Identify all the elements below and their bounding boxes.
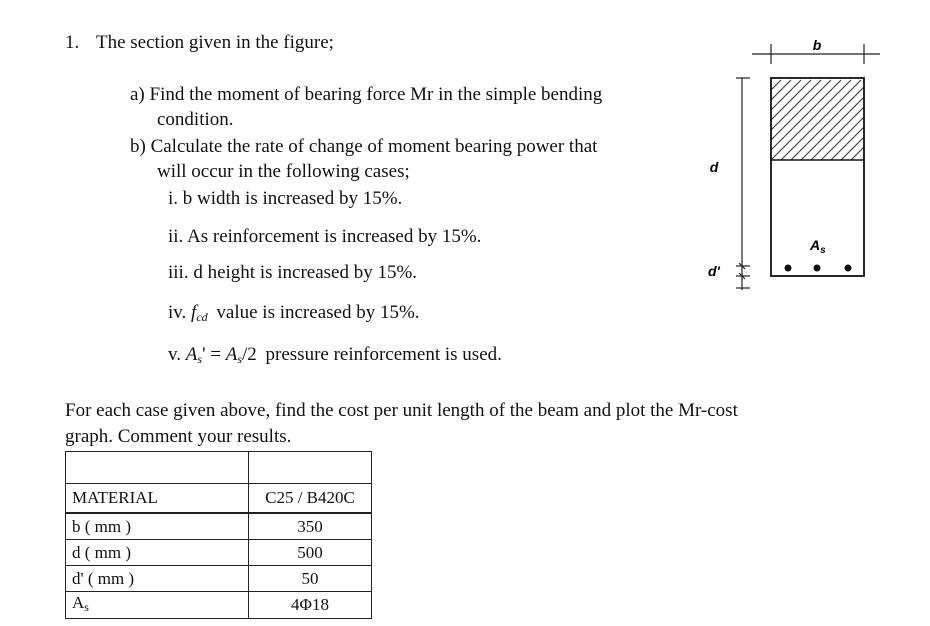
part-b-line1	[130, 136, 597, 158]
label-b: b	[812, 37, 822, 53]
part-a-label: a)	[130, 84, 145, 105]
table-blank-row	[66, 452, 372, 484]
case-v-formula-lhs: A	[185, 344, 198, 365]
label-As: $A_s$	[810, 237, 826, 256]
row-as-name-sub: s	[84, 600, 89, 614]
rebar-3	[845, 265, 852, 272]
case-v-formula-eq: ' =	[202, 344, 226, 365]
case-ii: ii. As reinforcement is increased by 15%.	[168, 226, 482, 247]
question-number: 1.	[65, 32, 80, 53]
row-as-value: 4Φ18	[249, 592, 372, 619]
table-row	[66, 566, 372, 592]
instructions-line2: graph. Comment your results.	[65, 426, 292, 447]
case-iii: iii. d height is increased by 15%.	[168, 262, 418, 283]
part-a-line1	[130, 84, 602, 106]
case-v-formula-lhs-sub: s	[197, 352, 203, 366]
case-v-formula-div: /2	[241, 344, 257, 365]
case-v-prefix: v.	[168, 344, 182, 365]
beam-section-figure	[690, 30, 890, 300]
rebar-1	[785, 265, 792, 272]
table-row	[66, 513, 372, 540]
row-dprime-value: 50	[249, 566, 372, 592]
case-v-formula-rhs: A	[225, 344, 238, 365]
question-title: The section given in the figure;	[96, 32, 334, 53]
case-v-formula-rhs-sub: s	[237, 352, 242, 366]
label-d-prime: d'	[708, 263, 720, 279]
case-iv-text: value is increased by 15%.	[216, 302, 420, 323]
header-material: MATERIAL	[66, 484, 249, 514]
d-dimension	[736, 78, 750, 290]
case-iv-symbol-sub: cd	[196, 310, 208, 324]
instructions-line1: For each case given above, find the cost per unit length of the beam and plot the Mr-cost	[65, 400, 738, 421]
row-d-value: 500	[249, 540, 372, 566]
row-b-name: b ( mm )	[66, 513, 249, 540]
row-as-name	[66, 592, 249, 619]
part-a-text: Find the moment of bearing force Mr in the simple bending	[149, 84, 603, 105]
row-b-value: 350	[249, 513, 372, 540]
row-d-name: d ( mm )	[66, 540, 249, 566]
case-i: i. b width is increased by 15%.	[168, 188, 403, 209]
case-v	[168, 344, 502, 367]
question-heading	[65, 32, 334, 54]
part-b-text: Calculate the rate of change of moment bearing power that	[150, 136, 598, 157]
case-iv-prefix: iv.	[168, 302, 187, 323]
case-v-text: pressure reinforcement is used.	[265, 344, 502, 365]
header-grade: C25 / B420C	[249, 484, 372, 514]
row-as-name-main: A	[72, 593, 85, 612]
table-header-row	[66, 484, 372, 514]
rebar-2	[814, 265, 821, 272]
case-iv-symbol: f	[191, 302, 197, 323]
table-row	[66, 592, 372, 619]
table-row	[66, 540, 372, 566]
row-dprime-name: d' ( mm )	[66, 566, 249, 592]
material-table	[65, 451, 372, 619]
label-d: d	[709, 159, 719, 175]
compression-zone-hatch	[701, 80, 890, 160]
part-a-line2: condition.	[157, 109, 234, 130]
part-b-line2: will occur in the following cases;	[157, 161, 410, 182]
part-b-label: b)	[130, 136, 146, 157]
case-iv	[168, 302, 420, 325]
